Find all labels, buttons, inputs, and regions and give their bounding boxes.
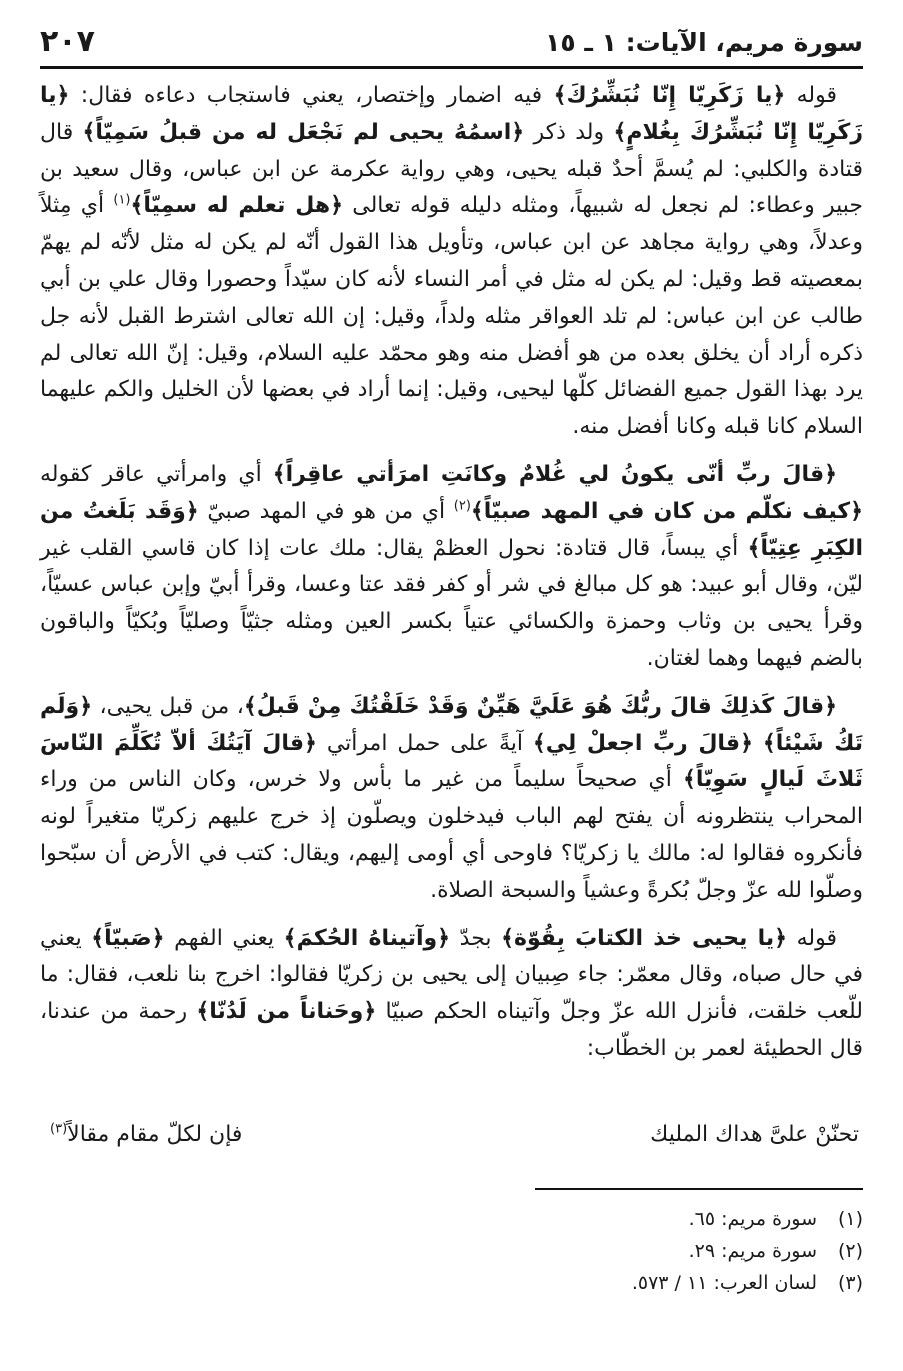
paragraph (40, 78, 863, 446)
quran-quote: ﴿قالَ آيَتُكَ ألاّ تُكَلِّمَ النّاسَ ثَلاثَ لَيالٍ سَوِيّاً﴾ (40, 730, 863, 793)
running-title: سورة مريم، الآيات: ١ ـ ١٥ (545, 28, 863, 57)
footnote-ref: (٢) (453, 498, 471, 514)
commentary-text: أي صحيحاً سليماً من غير ما بأس ولا خرس، وكان الناس من وراء المحراب ينتظرونه أن يفتح لهم الباب فيدخلون ويصلّون إذ خرج عليهم زكريّا متغيراً لونه فأنكروه فقالوا له: مالك يا زكريّا؟ فاوحى أي أومى إليهم، ويقال: كتب في الأرض أن سبّحوا وصلّوا لله عزّ وجلّ بُكرةً وعشياً والسبحة الصلاة. (40, 767, 863, 903)
commentary-text: ، من قبل يحيى، (92, 693, 244, 719)
footnote-ref: (٣) (50, 1121, 68, 1137)
quran-quote: ﴿صَبيّاً﴾ (91, 925, 165, 951)
header-rule (40, 66, 863, 69)
footnote-text: سورة مريم: ٦٥. (688, 1208, 817, 1230)
paragraph (40, 689, 863, 910)
poem-verse (40, 1116, 863, 1156)
quran-quote: ﴿قالَ ربِّ أنّى يكونُ لي غُلامٌ وكانَتِ امرَأتي عاقِراً﴾ (272, 461, 837, 487)
footnote-number: (١) (837, 1208, 863, 1230)
quran-quote: ﴿اسمُهُ يحيى لم نَجْعَل له من قبلُ سَمِيّاً﴾ (82, 119, 525, 145)
footnote (363, 1203, 863, 1235)
quran-quote: ﴿يا يحيى خذ الكتابَ بِقُوّة﴾ (501, 925, 788, 951)
commentary-text: يعني في حال صباه، وقال معمّر: جاء صِبيان إلى يحيى بن زكريّا فقالوا: اخرج بنا نلعب، فقال: ما للّعب خلقت، فأنزل الله عزّ وجلّ وآتيناه الحكم صبيّا (40, 925, 863, 1025)
footnote-ref: (١) (113, 193, 131, 209)
page-header (40, 22, 863, 66)
paragraph (40, 921, 863, 1068)
quran-quote: ﴿يا زَكَرِيّا إِنّا نُبَشِّرُكَ بِغُلامٍ﴾ (40, 83, 863, 145)
commentary-text: أي من هو في المهد صبيّ (198, 498, 454, 524)
poem-hemistich-first: تحنّنْ علىَّ هداك المليك (650, 1122, 859, 1147)
commentary-text: رحمة من عندنا، قال الحطيئة لعمر بن الخطّاب: (40, 999, 863, 1061)
quran-quote: ﴿هل تعلم له سمِيّاً﴾ (130, 193, 344, 219)
commentary-text: بجدّ (450, 925, 502, 951)
commentary-text: يعني الفهم (164, 925, 284, 951)
poem-hemistich-second-text: فإن لكلّ مقام مقالاً (67, 1122, 243, 1147)
body-text (40, 78, 863, 1068)
footnote (363, 1235, 863, 1267)
quran-quote: ﴿قالَ ربِّ اجعلْ لِي﴾ (532, 730, 753, 756)
commentary-text: أي وامرأتي عاقر كقوله (40, 461, 273, 487)
commentary-text: قوله (785, 83, 838, 108)
footnote-number: (٣) (837, 1272, 863, 1294)
footnote-rule (535, 1188, 863, 1190)
commentary-text: قوله (787, 925, 837, 951)
quran-quote: ﴿قالَ كَذلِكَ قالَ ربُّكَ هُوَ عَلَيَّ هَيِّنٌ وَقَدْ خَلَقْتُكَ مِنْ قَبلُ﴾ (243, 693, 837, 719)
footnote-text: لسان العرب: ١١ / ٥٧٣. (631, 1272, 817, 1294)
commentary-text: آيةً على حمل امرأتي (316, 730, 533, 756)
quran-quote: ﴿كيف نكلّم من كان في المهد صبيّاً﴾ (470, 498, 863, 524)
footnote (363, 1267, 863, 1299)
commentary-text: قال قتادة والكلبي: لم يُسمَّ أحدٌ قبله يحيى، وهي رواية عكرمة عن ابن عباس، وقال سعيد بن جبير وعطاء: لم نجعل له شبيهاً، ومثله دليله قوله تعالى (40, 119, 863, 219)
commentary-text: ولد ذكر (524, 119, 614, 145)
commentary-text: أي يبساً، قال قتادة: نحول العظمْ يقال: ملك عات إذا كان قاسي القلب غير ليّن، وقال أبو عبيد: هو كل مبالغ في شر أو كفر فقد عتا وعسا، وقرأ أبيّ وإبن عباس عسيّاً، وقرأ يحيى بن وثاب وحمزة والكسائي عتياً بكسر العين ومثله جثيّاً وصليّاً وبُكيّاً والباقون بالضم فيهما وهما لغتان. (40, 535, 863, 671)
commentary-text: أي مِثلاً وعدلاً، وهي رواية مجاهد عن ابن عباس، وتأويل هذا القول أنّه لم يكن له مثل لأنّه لم يهمّ بمعصيته قط وقيل: لم يكن له مثل في أمر النساء لأنه كان سيّداً وحصورا وقال علي بن أبي طالب عن ابن عباس: لم تلد العواقر مثله ولداً، وقيل: إن الله تعالى اشترط القبل لأنه جل ذكره أراد أن يخلق بعده من هو أفضل منه وهو محمّد عليه السلام، وقيل: إنّ الله تعالى لم يرد بهذا القول جميع الفضائل كلّها ليحيى، وقيل: إنما أراد في بعضها لأن الخليل والكم عليهما السلام كانا قبله وكانا أفضل منه. (40, 193, 863, 440)
footnote-text: سورة مريم: ٢٩. (688, 1240, 817, 1262)
commentary-text (753, 731, 763, 756)
page-number: ٢٠٧ (40, 24, 95, 59)
quran-quote: ﴿وحَناناً من لَدُنّا﴾ (196, 999, 377, 1025)
footnote-number: (٢) (837, 1240, 863, 1262)
quran-quote: ﴿وآتيناهُ الحُكمَ﴾ (283, 925, 451, 951)
paragraph (40, 457, 863, 678)
quran-quote: ﴿وَلَم تَكُ شَيْئاً﴾ (40, 693, 863, 756)
quran-quote: ﴿يا زَكَرِيّا إِنّا نُبَشِّرُكَ﴾ (553, 83, 786, 108)
commentary-text: فيه اضمار وإختصار، يعني فاستجاب دعاءه فقال: (69, 83, 554, 108)
poem-hemistich-second (50, 1122, 242, 1147)
footnotes (363, 1203, 863, 1299)
quran-quote: ﴿وَقَد بَلَغتُ من الكِبَرِ عِتِيّاً﴾ (40, 498, 864, 561)
